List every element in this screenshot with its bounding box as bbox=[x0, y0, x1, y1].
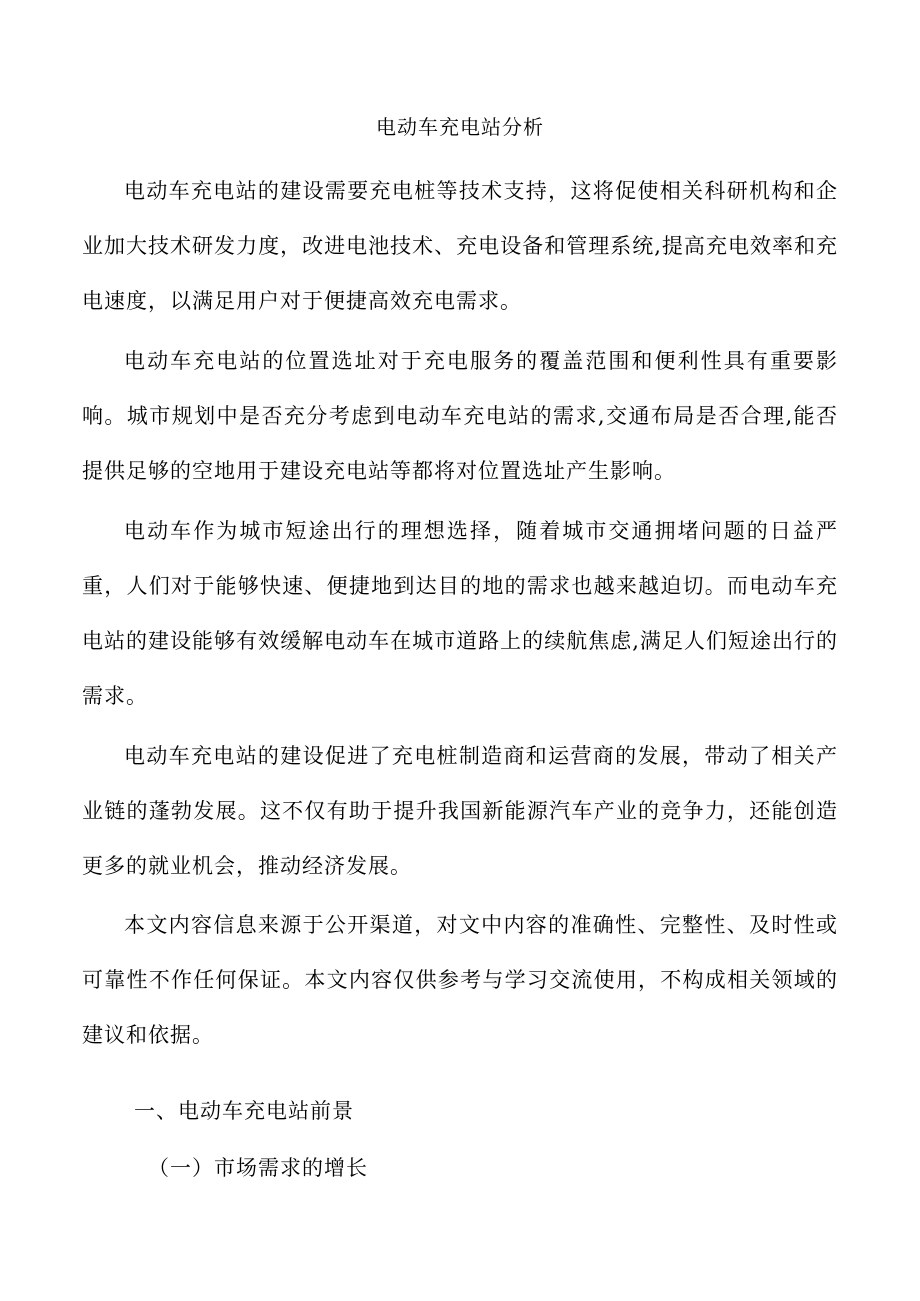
section-heading: 一、电动车充电站前景 bbox=[134, 1099, 354, 1123]
paragraph-site-selection: 电动车充电站的位置选址对于充电服务的覆盖范围和便利性具有重要影响。城市规划中是否充分考虑到电动车充电站的需求,交通布局是否合理,能否提供足够的空地用于建设充电站等都将对位置选址产生影响。 bbox=[82, 349, 838, 483]
subsection-heading: （一）市场需求的增长 bbox=[148, 1156, 368, 1180]
paragraph-disclaimer: 本文内容信息来源于公开渠道，对文中内容的准确性、完整性、及时性或可靠性不作任何保证。本文内容仅供参考与学习交流使用，不构成相关领域的建议和依据。 bbox=[82, 913, 838, 1047]
document-title: 电动车充电站分析 bbox=[376, 115, 544, 139]
paragraph-short-trips: 电动车作为城市短途出行的理想选择，随着城市交通拥堵问题的日益严重，人们对于能够快速、便捷地到达目的地的需求也越来越迫切。而电动车充电站的建设能够有效缓解电动车在城市道路上的续航焦虑,满足人们短途出行的需求。 bbox=[82, 519, 838, 708]
paragraph-tech-support: 电动车充电站的建设需要充电桩等技术支持，这将促使相关科研机构和企业加大技术研发力度，改进电池技术、充电设备和管理系统,提高充电效率和充电速度，以满足用户对于便捷高效充电需求。 bbox=[82, 179, 838, 313]
paragraph-industry-chain: 电动车充电站的建设促进了充电桩制造商和运营商的发展，带动了相关产业链的蓬勃发展。这不仅有助于提升我国新能源汽车产业的竞争力，还能创造更多的就业机会，推动经济发展。 bbox=[82, 744, 838, 878]
